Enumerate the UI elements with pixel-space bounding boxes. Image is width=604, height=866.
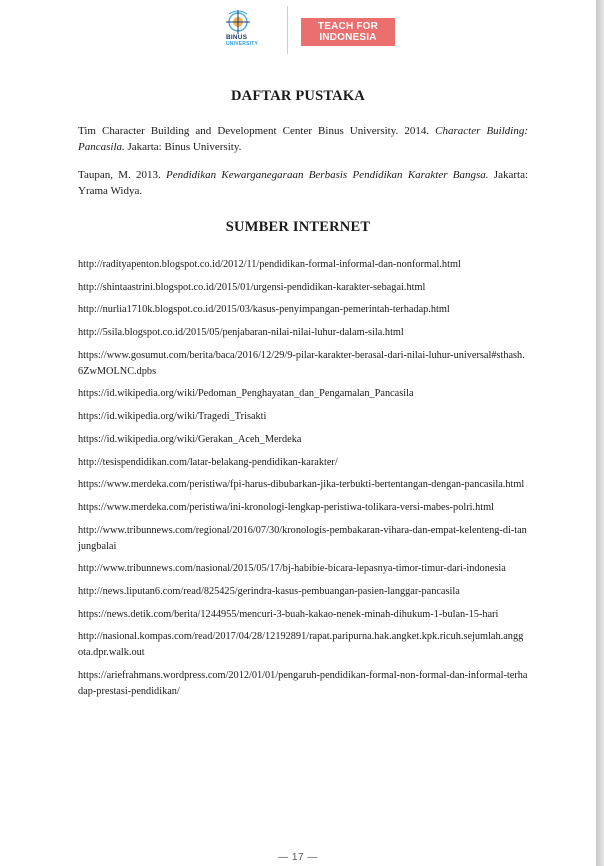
viewer-scroll-edge	[596, 0, 604, 866]
binus-logo-text	[226, 34, 258, 48]
bib-entry-publisher: Jakarta: Binus University.	[124, 141, 242, 153]
bibliography-entry	[78, 123, 528, 155]
bib-entry-title: Pendidikan Kewarganegaraan Berbasis Pendidikan Karakter Bangsa.	[166, 169, 489, 181]
source-link[interactable]: https://www.gosumut.com/berita/baca/2016/12/29/9-pilar-karakter-berasal-dari-nilai-luhur-universal#sthash.6ZwMOLNC.dpbs	[78, 349, 525, 377]
source-link[interactable]: http://tesispendidikan.com/latar-belakang-pendidikan-karakter/	[78, 456, 338, 468]
source-link[interactable]: https://id.wikipedia.org/wiki/Pedoman_Penghayatan_dan_Pengamalan_Pancasila	[78, 388, 414, 400]
internet-sources-heading: SUMBER INTERNET	[225, 219, 371, 235]
bib-entry-text: Tim Character Building and Development Center Binus University. 2014.	[78, 125, 436, 137]
page-header	[0, 6, 596, 54]
source-link[interactable]: http://shintaastrini.blogspot.co.id/2015/01/urgensi-pendidikan-karakter-sebagai.html	[78, 281, 426, 293]
teach-for-indonesia-logo	[301, 18, 395, 46]
page-number: — 17 —	[278, 852, 318, 863]
source-link[interactable]: http://nasional.kompas.com/read/2017/04/28/12192891/rapat.paripurna.hak.angket.kpk.ricuh.sejumlah.anggota.dpr.walk.out	[78, 631, 524, 659]
source-link[interactable]: https://www.merdeka.com/peristiwa/fpi-harus-dibubarkan-jika-terbukti-bertentangan-dengan-pancasila.html	[78, 479, 525, 491]
source-link[interactable]: http://radityapenton.blogspot.co.id/2012/11/pendidikan-formal-informal-dan-nonformal.html	[78, 259, 461, 270]
source-link[interactable]: https://www.merdeka.com/peristiwa/ini-kronologi-lengkap-peristiwa-tolikara-versi-mabes-polri.html	[78, 501, 494, 513]
bib-entry-publisher: Jakarta: Yrama Widya.	[78, 169, 529, 197]
bib-entry-title: Character Building: Pancasila.	[78, 125, 528, 153]
source-link[interactable]: https://id.wikipedia.org/wiki/Tragedi_Trisakti	[78, 411, 267, 423]
header-divider	[287, 6, 288, 54]
bibliography-entry	[78, 167, 528, 199]
bib-entry-text: Taupan, M. 2013.	[78, 169, 167, 181]
tfi-logo-line1: TEACH FOR	[317, 21, 379, 32]
tfi-logo-line2: INDONESIA	[319, 32, 377, 43]
source-link[interactable]: https://id.wikipedia.org/wiki/Gerakan_Aceh_Merdeka	[78, 433, 302, 445]
source-link[interactable]: http://www.tribunnews.com/nasional/2015/05/17/bj-habibie-bicara-lepasnya-timor-timur-dari-indonesia	[78, 563, 506, 575]
source-link[interactable]: http://news.liputan6.com/read/825425/gerindra-kasus-pembuangan-pasien-langgar-pancasila	[78, 585, 460, 597]
references-heading: DAFTAR PUSTAKA	[231, 88, 365, 104]
binus-logo-name: BINUS	[226, 34, 248, 41]
internet-sources-list	[78, 257, 528, 707]
source-link[interactable]: https://ariefrahmans.wordpress.com/2012/01/01/pengaruh-pendidikan-formal-non-formal-dan-informal-terhadap-prestasi-pendidikan/	[78, 670, 528, 697]
source-link[interactable]: http://nurlia1710k.blogspot.co.id/2015/03/kasus-penyimpangan-pemerintah-terhadap.html	[78, 304, 450, 316]
source-link[interactable]: https://news.detik.com/berita/1244955/mencuri-3-buah-kakao-nenek-minah-dihukum-1-bulan-15-hari	[78, 608, 499, 620]
source-link[interactable]: http://5sila.blogspot.co.id/2015/05/penjabaran-nilai-nilai-luhur-dalam-sila.html	[78, 327, 404, 339]
source-link[interactable]: http://www.tribunnews.com/regional/2016/07/30/kronologis-pembakaran-vihara-dan-empat-kelenteng-di-tanjungbalai	[78, 524, 527, 552]
binus-logo-subtext: UNIVERSITY	[226, 41, 259, 47]
